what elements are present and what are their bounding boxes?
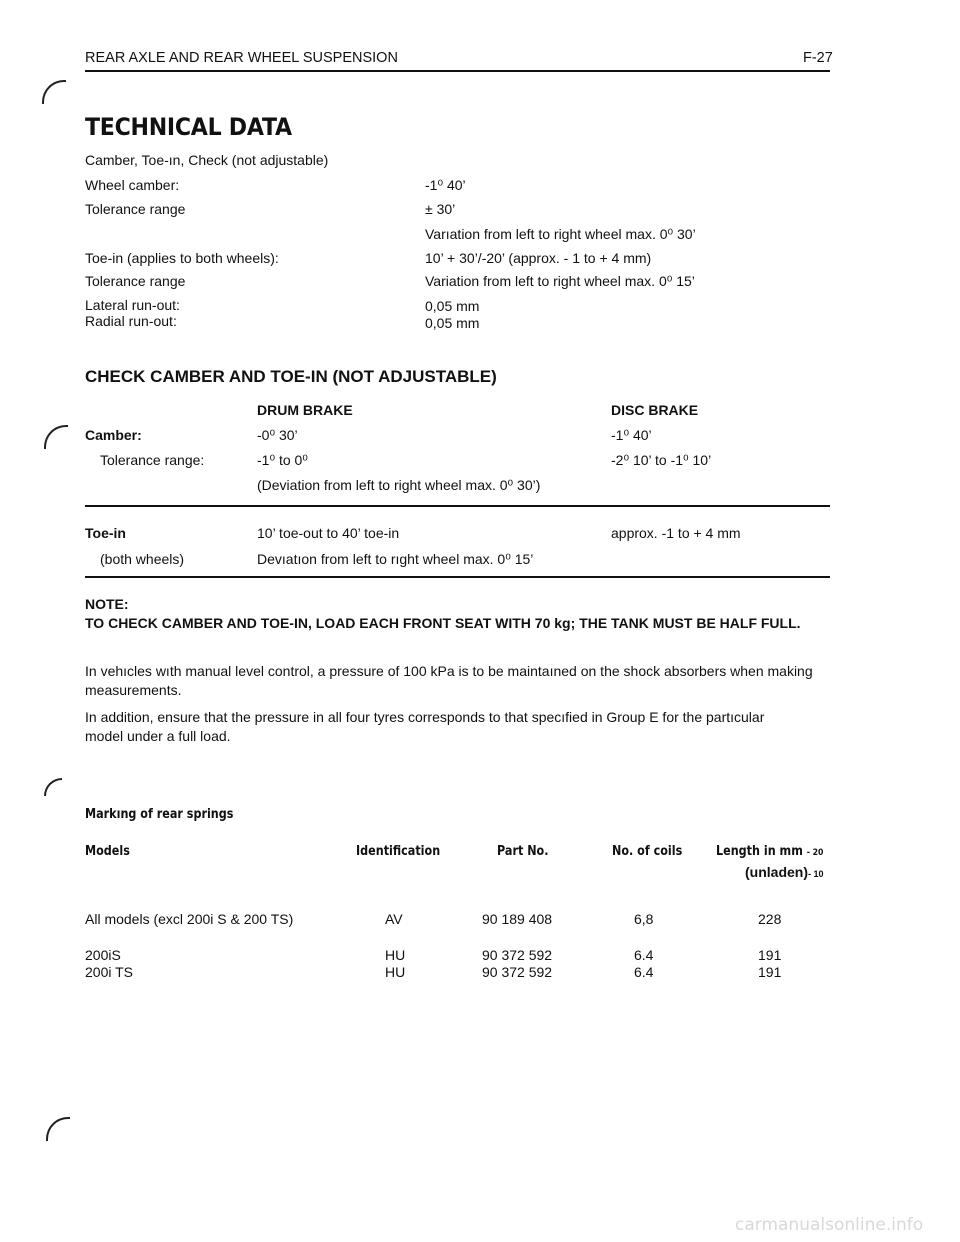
spec-label: Toe-in (applies to both wheels): (85, 250, 279, 266)
section-rule (85, 505, 830, 507)
col-header-coils: No. of coils (612, 844, 683, 859)
spec-label: Tolerance range (85, 273, 186, 289)
unladen-text: (unladen) (745, 864, 808, 880)
spec-note: Varıation from left to right wheel max. 0⁰ 30’ (425, 226, 696, 242)
toein-disc-value: approx. -1 to + 4 mm (611, 525, 741, 541)
spring-model: 200iS (85, 947, 121, 963)
camber-tolerance-drum: -1⁰ to 0⁰ (257, 452, 308, 468)
page-number: F-27 (803, 50, 833, 66)
spec-value: 0,05 mm (425, 298, 480, 314)
spec-value: 0,05 mm (425, 315, 480, 331)
length-header-text: Length in mm (716, 844, 803, 859)
spring-model: All models (excl 200i S & 200 TS) (85, 911, 294, 927)
note-paragraph: In addition, ensure that the pressure in all four tyres corresponds to that specıfied in Group E for the partıcular model under a full load. (85, 709, 765, 744)
toein-label: Toe-in (85, 525, 126, 541)
camber-tolerance-label: Tolerance range: (100, 452, 205, 468)
spec-value: ± 30’ (425, 201, 456, 217)
camber-tolerance-disc: -2⁰ 10’ to -1⁰ 10’ (611, 452, 712, 468)
drum-brake-heading: DRUM BRAKE (257, 402, 353, 418)
note-paragraph: In vehıcles wıth manual level control, a pressure of 100 kPa is to be maintaıned on the shock absorbers when making measurements. (85, 663, 813, 698)
spring-length: 191 (758, 947, 782, 963)
corner-mark (46, 1117, 70, 1141)
disc-brake-heading: DISC BRAKE (611, 402, 699, 418)
camber-deviation: (Deviation from left to right wheel max. 0⁰ 30’) (257, 477, 541, 493)
running-header-title: REAR AXLE AND REAR WHEEL SUSPENSION (85, 50, 398, 66)
check-section-title: CHECK CAMBER AND TOE-IN (NOT ADJUSTABLE) (85, 367, 497, 386)
camber-label: Camber: (85, 427, 142, 443)
spec-label: Tolerance range (85, 201, 186, 217)
corner-mark (42, 80, 66, 104)
watermark-text: carmanualsonline.info (735, 1215, 924, 1235)
spring-coils: 6.4 (634, 964, 654, 980)
spring-length: 191 (758, 964, 782, 980)
col-header-unladen (745, 864, 824, 880)
spec-label: Lateral run-out: (85, 297, 180, 313)
spec-value: -1⁰ 40’ (425, 177, 466, 193)
note-label: NOTE: (85, 596, 129, 612)
note-bold-text: TO CHECK CAMBER AND TOE-IN, LOAD EACH FRONT SEAT WITH 70 kg; THE TANK MUST BE HALF FULL. (85, 615, 801, 631)
col-header-length (716, 844, 823, 859)
toein-drum-value: 10’ toe-out to 40’ toe-in (257, 525, 400, 541)
spec-label: Radial run-out: (85, 313, 177, 329)
toein-deviation: Devıatıon from left to rıght wheel max. 0⁰ 15’ (257, 551, 534, 567)
spring-id: HU (385, 947, 406, 963)
spec-value: Variation from left to right wheel max. 0⁰ 15’ (425, 273, 695, 289)
col-header-models: Models (85, 844, 130, 859)
spring-part-no: 90 372 592 (482, 964, 553, 980)
corner-mark (44, 778, 62, 796)
spring-id: HU (385, 964, 406, 980)
spring-coils: 6.4 (634, 947, 654, 963)
spring-part-no: 90 189 408 (482, 911, 553, 927)
springs-title: Markıng of rear springs (85, 807, 234, 822)
header-rule (85, 70, 830, 72)
spring-part-no: 90 372 592 (482, 947, 553, 963)
length-tolerance-lower: - 10 (808, 869, 824, 879)
section-rule (85, 576, 830, 578)
corner-mark (44, 425, 68, 449)
camber-drum-value: -0⁰ 30’ (257, 427, 298, 443)
toein-sublabel: (both wheels) (100, 551, 185, 567)
technical-data-title: TECHNICAL DATA (85, 113, 292, 141)
col-header-part-no: Part No. (497, 844, 549, 859)
spring-model: 200i TS (85, 964, 133, 980)
camber-disc-value: -1⁰ 40’ (611, 427, 652, 443)
spec-label: Wheel camber: (85, 177, 180, 193)
technical-data-subtitle: Camber, Toe-ın, Check (not adjustable) (85, 152, 329, 168)
spring-coils: 6,8 (634, 911, 654, 927)
spec-value: 10’ + 30’/-20’ (approx. - 1 to + 4 mm) (425, 250, 652, 266)
spring-length: 228 (758, 911, 782, 927)
col-header-identification: Identification (356, 844, 441, 859)
spring-id: AV (385, 911, 403, 927)
length-tolerance-upper: - 20 (806, 848, 824, 858)
